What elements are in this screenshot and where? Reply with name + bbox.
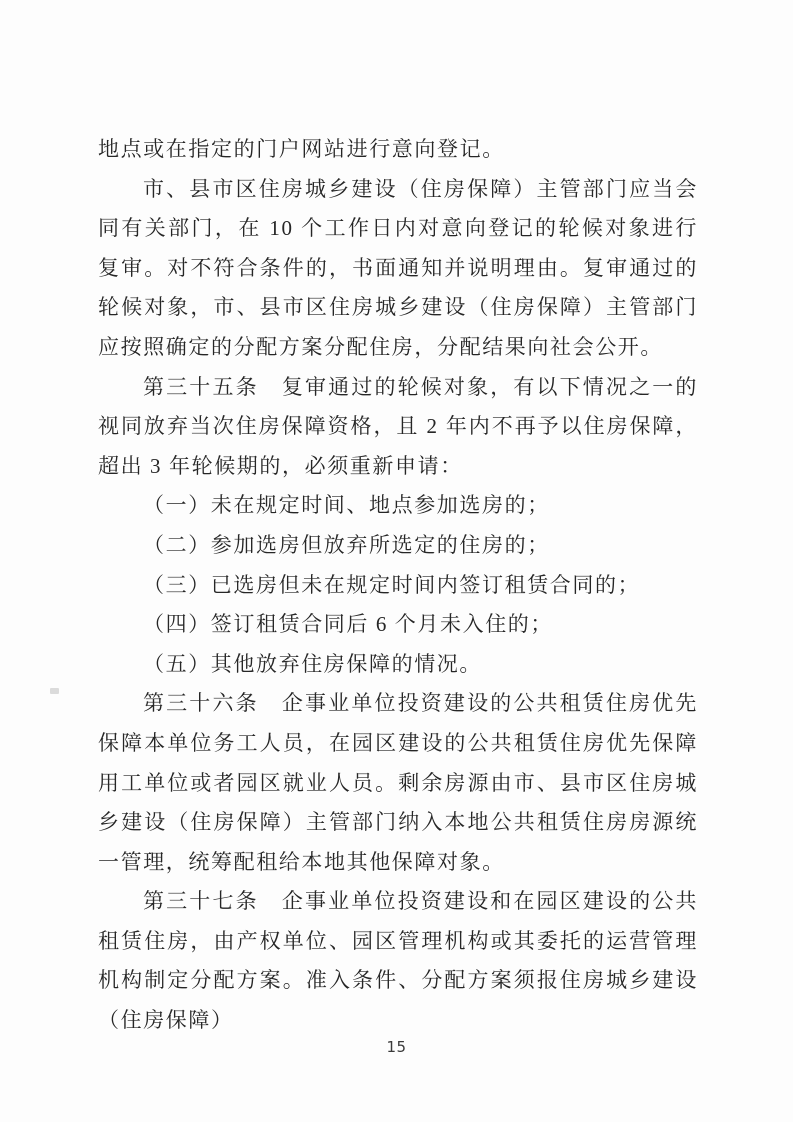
paragraph: （一）未在规定时间、地点参加选房的； xyxy=(143,493,550,518)
scan-artifact xyxy=(50,688,59,694)
paragraph: 第三十五条 复审通过的轮候对象，有以下情况之一的视同放弃当次住房保障资格，且 2 年内不再予以住房保障，超出 3 年轮候期的，必须重新申请： xyxy=(98,374,698,478)
paragraph: 市、县市区住房城乡建设（住房保障）主管部门应当会同有关部门，在 10 个工作日内对意向登记的轮候对象进行复审。对不符合条件的，书面通知并说明理由。复审通过的轮候对象，市、县市区住房城乡建设（住房保障）主管部门应按照确定的分配方案分配住房，分配结果向社会公开。 xyxy=(98,176,698,359)
paragraph: （四）签订租赁合同后 6 个月未入住的； xyxy=(143,612,553,637)
paragraph: 第三十六条 企事业单位投资建设的公共租赁住房优先保障本单位务工人员，在园区建设的公共租赁住房优先保障用工单位或者园区就业人员。剩余房源由市、县市区住房城乡建设（住房保障）主管部门纳入本地公共租赁住房房源统一管理，统筹配租给本地其他保障对象。 xyxy=(98,691,698,874)
paragraph: （五）其他放弃住房保障的情况。 xyxy=(143,651,482,676)
text-block xyxy=(98,130,698,1041)
paragraph: 地点或在指定的门户网站进行意向登记。 xyxy=(98,137,505,161)
paragraph: （三）已选房但未在规定时间内签订租赁合同的； xyxy=(143,572,641,597)
paragraph: （二）参加选房但放弃所选定的住房的； xyxy=(143,532,550,557)
paragraph: 第三十七条 企事业单位投资建设和在园区建设的公共租赁住房，由产权单位、园区管理机构或其委托的运营管理机构制定分配方案。准入条件、分配方案须报住房城乡建设（住房保障） xyxy=(98,889,698,1033)
page-number: 15 xyxy=(386,1038,407,1056)
